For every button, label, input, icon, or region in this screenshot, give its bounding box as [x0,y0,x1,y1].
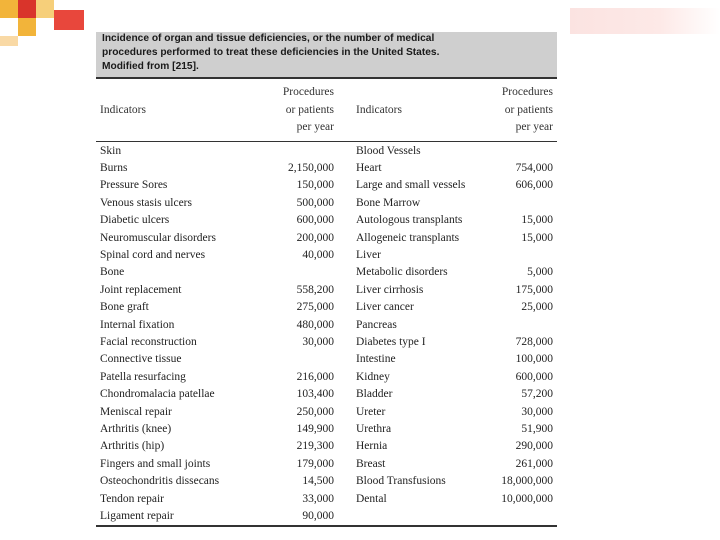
indicator-right-cell: Liver cancer [356,301,414,314]
caption-line: procedures performed to treat these deficiencies in the United States. [102,47,440,58]
value-left-cell: 275,000 [296,301,334,314]
indicator-left-cell: Bone [100,266,125,279]
indicator-right-cell: Bone Marrow [356,196,421,209]
decor-square [0,0,18,18]
table-header-row [96,79,557,141]
indicator-right-cell: Blood Transfusions [356,475,446,488]
decor-square [18,0,36,18]
value-right-cell [478,317,557,334]
table-body [96,141,557,525]
value-right-cell: 728,000 [515,335,553,348]
table-row [96,508,557,525]
value-left-cell [258,141,338,160]
value-left-cell: 600,000 [296,214,334,227]
decor-square [36,0,54,18]
decor-title-bar [570,8,720,34]
table-row [96,491,557,508]
indicator-right-cell: Urethra [356,423,392,435]
value-left-cell: 150,000 [296,179,334,192]
value-left-cell: 103,400 [296,388,334,401]
table-row [96,334,557,351]
indicator-right-cell: Kidney [356,370,390,383]
indicator-left-cell: Connective tissue [100,353,182,366]
decor-square [54,10,84,30]
decor-square [18,18,36,36]
indicator-right-cell: Breast [356,457,386,470]
table-row [96,421,557,438]
table-row [96,264,557,281]
table-row [96,456,557,473]
indicator-left-cell: Bone graft [100,301,149,314]
indicator-right-cell [338,508,478,525]
header-text: or patients [504,103,553,116]
header-indicators-left: Indicators [100,103,146,116]
table-row [96,195,557,212]
table-row [96,438,557,455]
indicator-left-cell: Osteochondritis dissecans [100,475,220,488]
indicator-right-cell: Blood Vessels [356,144,421,157]
table-row [96,160,557,177]
header-procedures-right [478,79,557,141]
header-text: or patients [285,103,334,116]
caption-line: Modified from [215]. [102,61,199,72]
indicator-left-cell: Tendon repair [100,492,165,505]
indicator-right-cell: Allogeneic transplants [356,231,460,244]
value-right-cell: 175,000 [515,283,553,296]
table-row [96,351,557,368]
table-row [96,247,557,264]
table-row [96,282,557,299]
value-right-cell: 51,900 [521,423,553,435]
indicator-left-cell: Patella resurfacing [100,370,186,383]
indicator-right-cell: Intestine [356,353,396,366]
value-right-cell: 261,000 [515,457,553,470]
value-left-cell: 200,000 [296,231,334,244]
value-left-cell: 216,000 [296,370,334,383]
caption-line: Incidence of organ and tissue deficiencies, or the number of medical [102,33,435,44]
indicator-right-cell: Pancreas [356,318,397,331]
table-row [96,317,557,334]
value-right-cell: 15,000 [521,231,553,244]
indicator-left-cell: Venous stasis ulcers [100,196,192,209]
indicator-left-cell: Neuromuscular disorders [100,231,216,244]
value-left-cell: 90,000 [302,510,334,523]
indicator-right-cell: Dental [356,492,387,505]
indicator-right-cell: Hernia [356,440,388,453]
table-row [96,386,557,403]
value-right-cell: 600,000 [515,370,553,383]
indicator-left-cell: Meniscal repair [100,405,172,418]
table-row [96,212,557,229]
indicator-left-cell: Facial reconstruction [100,335,197,348]
table-row [96,299,557,316]
value-right-cell: 606,000 [515,179,553,192]
value-left-cell: 480,000 [296,318,334,331]
value-right-cell [478,508,557,525]
value-right-cell [478,195,557,212]
value-left-cell: 30,000 [302,335,334,348]
value-right-cell: 754,000 [515,161,553,174]
indicator-right-cell: Large and small vessels [356,179,466,192]
value-left-cell: 2,150,000 [288,161,334,174]
indicator-left-cell: Fingers and small joints [100,457,211,470]
table-row [96,230,557,247]
indicator-left-cell: Diabetic ulcers [100,214,170,227]
indicator-left-cell: Skin [100,144,122,157]
value-right-cell: 290,000 [515,440,553,453]
header-procedures-left [258,79,338,141]
value-right-cell: 25,000 [521,301,553,314]
value-right-cell: 18,000,000 [501,475,553,488]
value-right-cell [478,141,557,160]
value-left-cell: 558,200 [296,283,334,296]
indicator-left-cell: Arthritis (knee) [100,423,172,435]
indicator-left-cell: Ligament repair [100,510,174,523]
indicator-left-cell: Joint replacement [100,283,182,296]
indicator-left-cell: Spinal cord and nerves [100,248,206,261]
value-left-cell: 33,000 [302,492,334,505]
value-left-cell [258,351,338,368]
table-row [96,473,557,490]
indicator-left-cell: Pressure Sores [100,179,168,192]
indicator-left-cell: Chondromalacia patellae [100,388,215,401]
value-right-cell: 5,000 [527,266,553,279]
indicator-right-cell: Metabolic disorders [356,266,448,279]
value-right-cell: 57,200 [521,388,553,401]
value-left-cell: 14,500 [302,475,334,488]
value-left-cell: 149,900 [296,423,334,435]
value-right-cell: 100,000 [515,353,553,366]
value-right-cell [478,247,557,264]
table-row [96,369,557,386]
indicator-right-cell: Diabetes type I [356,335,426,348]
table-row [96,177,557,194]
value-left-cell [258,264,338,281]
value-right-cell: 15,000 [521,214,553,227]
indicator-right-cell: Liver cirrhosis [356,283,424,296]
indicator-right-cell: Autologous transplants [356,214,463,227]
header-indicators-right: Indicators [356,103,402,116]
table-caption [96,32,557,77]
indicator-left-cell: Internal fixation [100,318,175,331]
table-row [96,141,557,160]
value-left-cell: 250,000 [296,405,334,418]
value-right-cell: 30,000 [521,405,553,418]
table-row [96,404,557,421]
deficiency-table [96,77,557,527]
value-left-cell: 40,000 [302,248,334,261]
indicator-left-cell: Burns [100,161,128,174]
value-left-cell: 219,300 [296,440,334,453]
indicator-right-cell: Bladder [356,388,393,401]
header-text: per year [515,121,553,133]
value-right-cell: 10,000,000 [501,492,553,505]
indicator-left-cell: Arthritis (hip) [100,440,165,453]
indicator-right-cell: Ureter [356,405,386,418]
indicator-right-cell: Heart [356,161,382,174]
header-text: Procedures [282,86,334,98]
decor-square [0,36,18,46]
header-text: per year [296,121,334,133]
value-left-cell: 179,000 [296,457,334,470]
indicator-right-cell: Liver [356,248,381,261]
header-text: Procedures [501,86,553,98]
value-left-cell: 500,000 [296,196,334,209]
